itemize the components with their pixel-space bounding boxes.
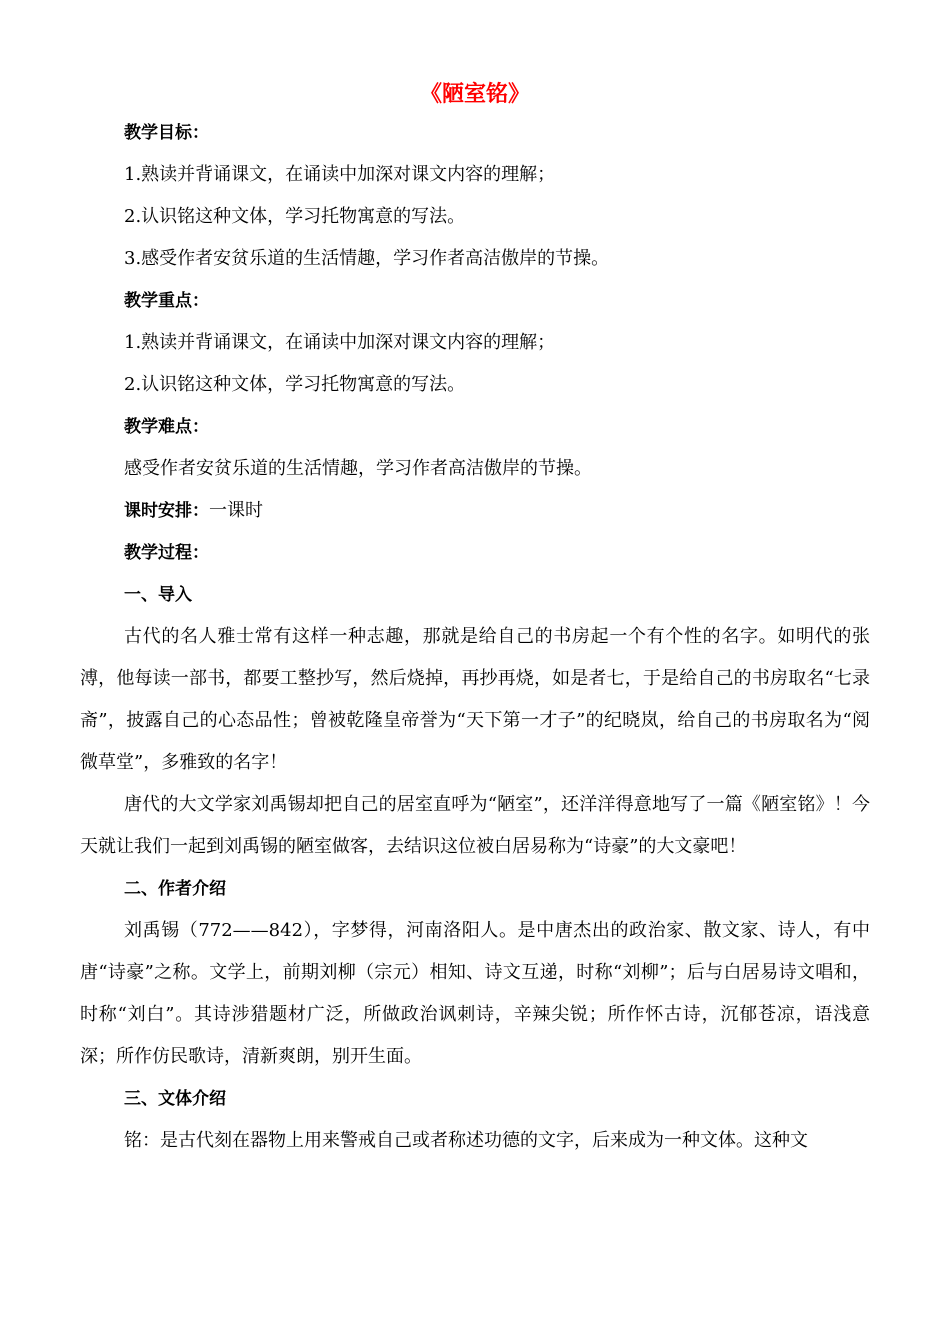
section-intro-paragraph-1: 古代的名人雅士常有这样一种志趣，那就是给自己的书房起一个有个性的名字。如明代的张溥，他每读一部书，都要工整抄写，然后烧掉，再抄再烧，如是者七，于是给自己的书房取名“七录斋”，披露自己的心态品性；曾被乾隆皇帝誉为“天下第一才子”的纪晓岚，给自己的书房取名为“阅微草堂”，多雅致的名字！ <box>80 626 870 773</box>
section-genre-heading: 三、文体介绍 <box>124 1089 226 1109</box>
difficult-points-heading: 教学难点： <box>124 417 209 437</box>
objective-item-3: 3.感受作者安贫乐道的生活情趣，学习作者高洁傲岸的节操。 <box>124 248 610 269</box>
section-author-paragraph: 刘禹锡（772——842），字梦得，河南洛阳人。是中唐杰出的政治家、散文家、诗人，有中唐“诗豪”之称。文学上，前期刘柳（宗元）相知、诗文互递，时称“刘柳”；后与白居易诗文唱和，时称“刘白”。其诗涉猎题材广泛，所做政治讽刺诗，辛辣尖锐；所作怀古诗，沉郁苍凉，语浅意深；所作仿民歌诗，清新爽朗，别开生面。 <box>80 920 870 1067</box>
objective-item-1: 1.熟读并背诵课文，在诵读中加深对课文内容的理解； <box>124 164 556 185</box>
section-intro-paragraph-2: 唐代的大文学家刘禹锡却把自己的居室直呼为“陋室”，还洋洋得意地写了一篇《陋室铭》！今天就让我们一起到刘禹锡的陋室做客，去结识这位被白居易称为“诗豪”的大文豪吧！ <box>80 794 870 857</box>
document-page <box>80 78 870 1162</box>
process-heading: 教学过程： <box>124 543 209 563</box>
schedule-line <box>80 490 870 532</box>
objective-item-2: 2.认识铭这种文体，学习托物寓意的写法。 <box>124 206 466 227</box>
difficult-points-text: 感受作者安贫乐道的生活情趣，学习作者高洁傲岸的节操。 <box>124 458 592 479</box>
document-title: 《陋室铭》 <box>419 82 530 107</box>
section-intro-heading: 一、导入 <box>124 585 192 605</box>
objectives-heading: 教学目标： <box>124 123 209 143</box>
schedule-label: 课时安排： <box>124 501 209 521</box>
key-point-item-2: 2.认识铭这种文体，学习托物寓意的写法。 <box>124 374 466 395</box>
key-points-heading: 教学重点： <box>124 291 209 311</box>
section-genre-paragraph: 铭：是古代刻在器物上用来警戒自己或者称述功德的文字，后来成为一种文体。这种文 <box>124 1130 808 1151</box>
section-author-heading: 二、作者介绍 <box>124 879 226 899</box>
key-point-item-1: 1.熟读并背诵课文，在诵读中加深对课文内容的理解； <box>124 332 556 353</box>
schedule-value: 一课时 <box>209 500 263 521</box>
